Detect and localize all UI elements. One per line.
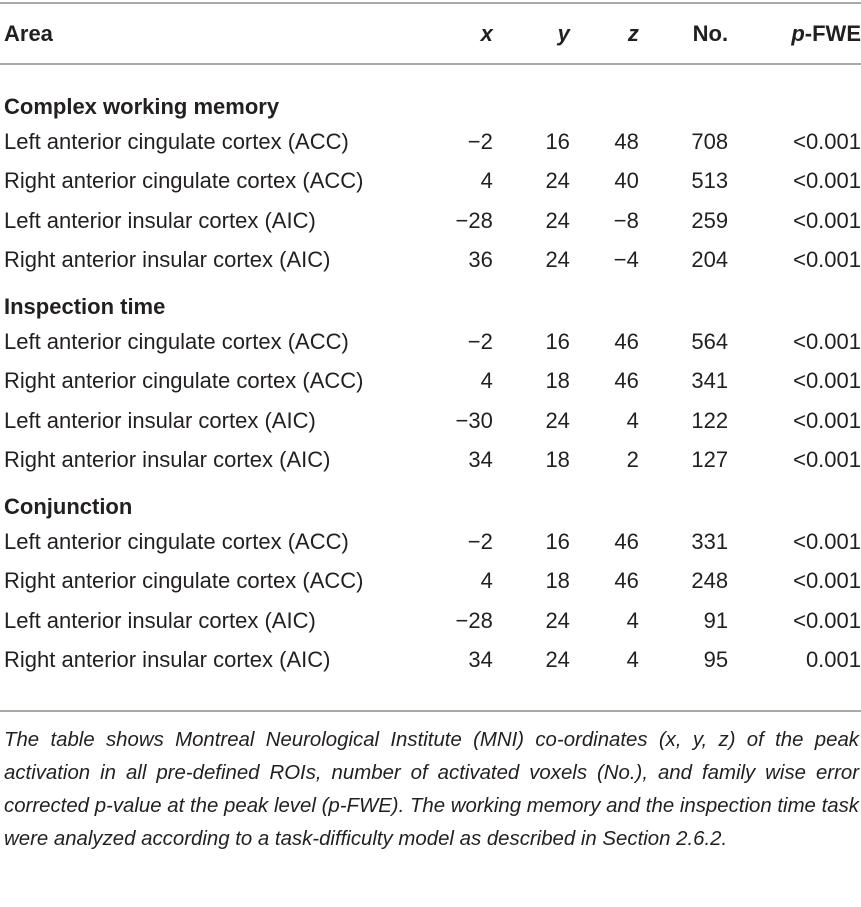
table-row — [0, 601, 861, 641]
cell-p: <0.001 — [793, 568, 861, 594]
cell-no: 513 — [691, 168, 729, 194]
cell-area: Left anterior insular cortex (AIC) — [4, 407, 316, 433]
cell-no: 95 — [703, 647, 729, 673]
p-fwe-suffix: -FWE — [804, 21, 861, 46]
cell-p: <0.001 — [793, 128, 861, 154]
cell-p: <0.001 — [793, 207, 861, 233]
section-title: Complex working memory — [4, 94, 280, 119]
col-header-x: x — [480, 21, 493, 46]
cell-p: <0.001 — [793, 168, 861, 194]
cell-area: Right anterior cingulate cortex (ACC) — [4, 368, 364, 394]
cell-area: Left anterior cingulate cortex (ACC) — [4, 528, 349, 554]
cell-no: 331 — [691, 528, 729, 554]
table-row — [0, 641, 861, 681]
cell-x: −2 — [467, 328, 493, 354]
cell-x: 34 — [468, 647, 493, 673]
cell-x: 36 — [468, 247, 493, 273]
cell-p: <0.001 — [793, 528, 861, 554]
section-header-row — [0, 280, 861, 322]
cell-area: Left anterior insular cortex (AIC) — [4, 207, 316, 233]
cell-y: 18 — [545, 447, 570, 473]
cell-y: 24 — [545, 168, 570, 194]
cell-no: 564 — [691, 328, 729, 354]
cell-x: 4 — [480, 368, 493, 394]
col-header-y: y — [557, 21, 570, 46]
cell-z: 40 — [614, 168, 639, 194]
table-row — [0, 441, 861, 481]
table-row — [0, 241, 861, 281]
cell-area: Left anterior insular cortex (AIC) — [4, 607, 316, 633]
cell-no: 248 — [691, 568, 729, 594]
table-row — [0, 401, 861, 441]
cell-y: 24 — [545, 207, 570, 233]
cell-y: 24 — [545, 407, 570, 433]
cell-z: 2 — [626, 447, 639, 473]
cell-x: −2 — [467, 528, 493, 554]
cell-x: 4 — [480, 168, 493, 194]
cell-x: 4 — [480, 568, 493, 594]
cell-x: 34 — [468, 447, 493, 473]
col-header-p-fwe — [728, 0, 861, 66]
cell-area: Right anterior cingulate cortex (ACC) — [4, 568, 364, 594]
cell-z: 46 — [614, 528, 639, 554]
cell-z: 4 — [626, 647, 639, 673]
cell-y: 16 — [545, 128, 570, 154]
cell-no: 708 — [691, 128, 729, 154]
cell-y: 18 — [545, 568, 570, 594]
cell-area: Right anterior insular cortex (AIC) — [4, 647, 331, 673]
section-header-row — [0, 480, 861, 522]
cell-no: 127 — [691, 447, 729, 473]
cell-y: 24 — [545, 647, 570, 673]
cell-no: 91 — [703, 607, 729, 633]
bottom-rule — [0, 710, 861, 712]
cell-y: 24 — [545, 607, 570, 633]
cell-y: 16 — [545, 528, 570, 554]
cell-z: −8 — [613, 207, 639, 233]
cell-y: 16 — [545, 328, 570, 354]
cell-y: 24 — [545, 247, 570, 273]
cell-y: 18 — [545, 368, 570, 394]
cell-area: Left anterior cingulate cortex (ACC) — [4, 128, 349, 154]
table-row — [0, 162, 861, 202]
cell-p: <0.001 — [793, 607, 861, 633]
cell-x: −2 — [467, 128, 493, 154]
section-title: Inspection time — [4, 294, 166, 319]
cell-x: −28 — [455, 607, 493, 633]
cell-area: Right anterior insular cortex (AIC) — [4, 247, 331, 273]
cell-z: 48 — [614, 128, 639, 154]
cell-p: <0.001 — [793, 328, 861, 354]
cell-area: Left anterior cingulate cortex (ACC) — [4, 328, 349, 354]
table-row — [0, 201, 861, 241]
cell-p: <0.001 — [793, 368, 861, 394]
cell-p: <0.001 — [793, 247, 861, 273]
col-header-area: Area — [4, 21, 53, 46]
cell-area: Right anterior cingulate cortex (ACC) — [4, 168, 364, 194]
cell-z: 46 — [614, 568, 639, 594]
section-header-row — [0, 66, 861, 122]
cell-z: 4 — [626, 407, 639, 433]
col-header-no: No. — [692, 21, 729, 46]
col-header-z: z — [627, 21, 639, 46]
cell-no: 122 — [691, 407, 729, 433]
cell-z: 46 — [614, 328, 639, 354]
cell-p: <0.001 — [793, 447, 861, 473]
table-row — [0, 322, 861, 362]
cell-no: 259 — [691, 207, 729, 233]
table-row — [0, 562, 861, 602]
cell-p: <0.001 — [793, 407, 861, 433]
table-row — [0, 362, 861, 402]
cell-p: 0.001 — [805, 647, 861, 673]
section-title: Conjunction — [4, 494, 133, 519]
cell-x: −28 — [455, 207, 493, 233]
cell-z: −4 — [613, 247, 639, 273]
table-row — [0, 122, 861, 162]
cell-area: Right anterior insular cortex (AIC) — [4, 447, 331, 473]
cell-z: 4 — [626, 607, 639, 633]
table-row — [0, 522, 861, 562]
cell-x: −30 — [455, 407, 493, 433]
table-caption: The table shows Montreal Neurological Institute (MNI) co-ordinates (x, y, z) of the peak activation in all pre-defined ROIs, number of activated voxels (No.), and family wise error corrected p-value at the peak level (p-FWE). The working memory and the inspection time task were analyzed according to a task-difficulty model as described in Section 2.6.2. — [4, 729, 859, 850]
table-header-row — [0, 0, 861, 66]
p-fwe-prefix: p — [791, 21, 805, 46]
cell-no: 341 — [691, 368, 729, 394]
cell-z: 46 — [614, 368, 639, 394]
cell-no: 204 — [691, 247, 729, 273]
